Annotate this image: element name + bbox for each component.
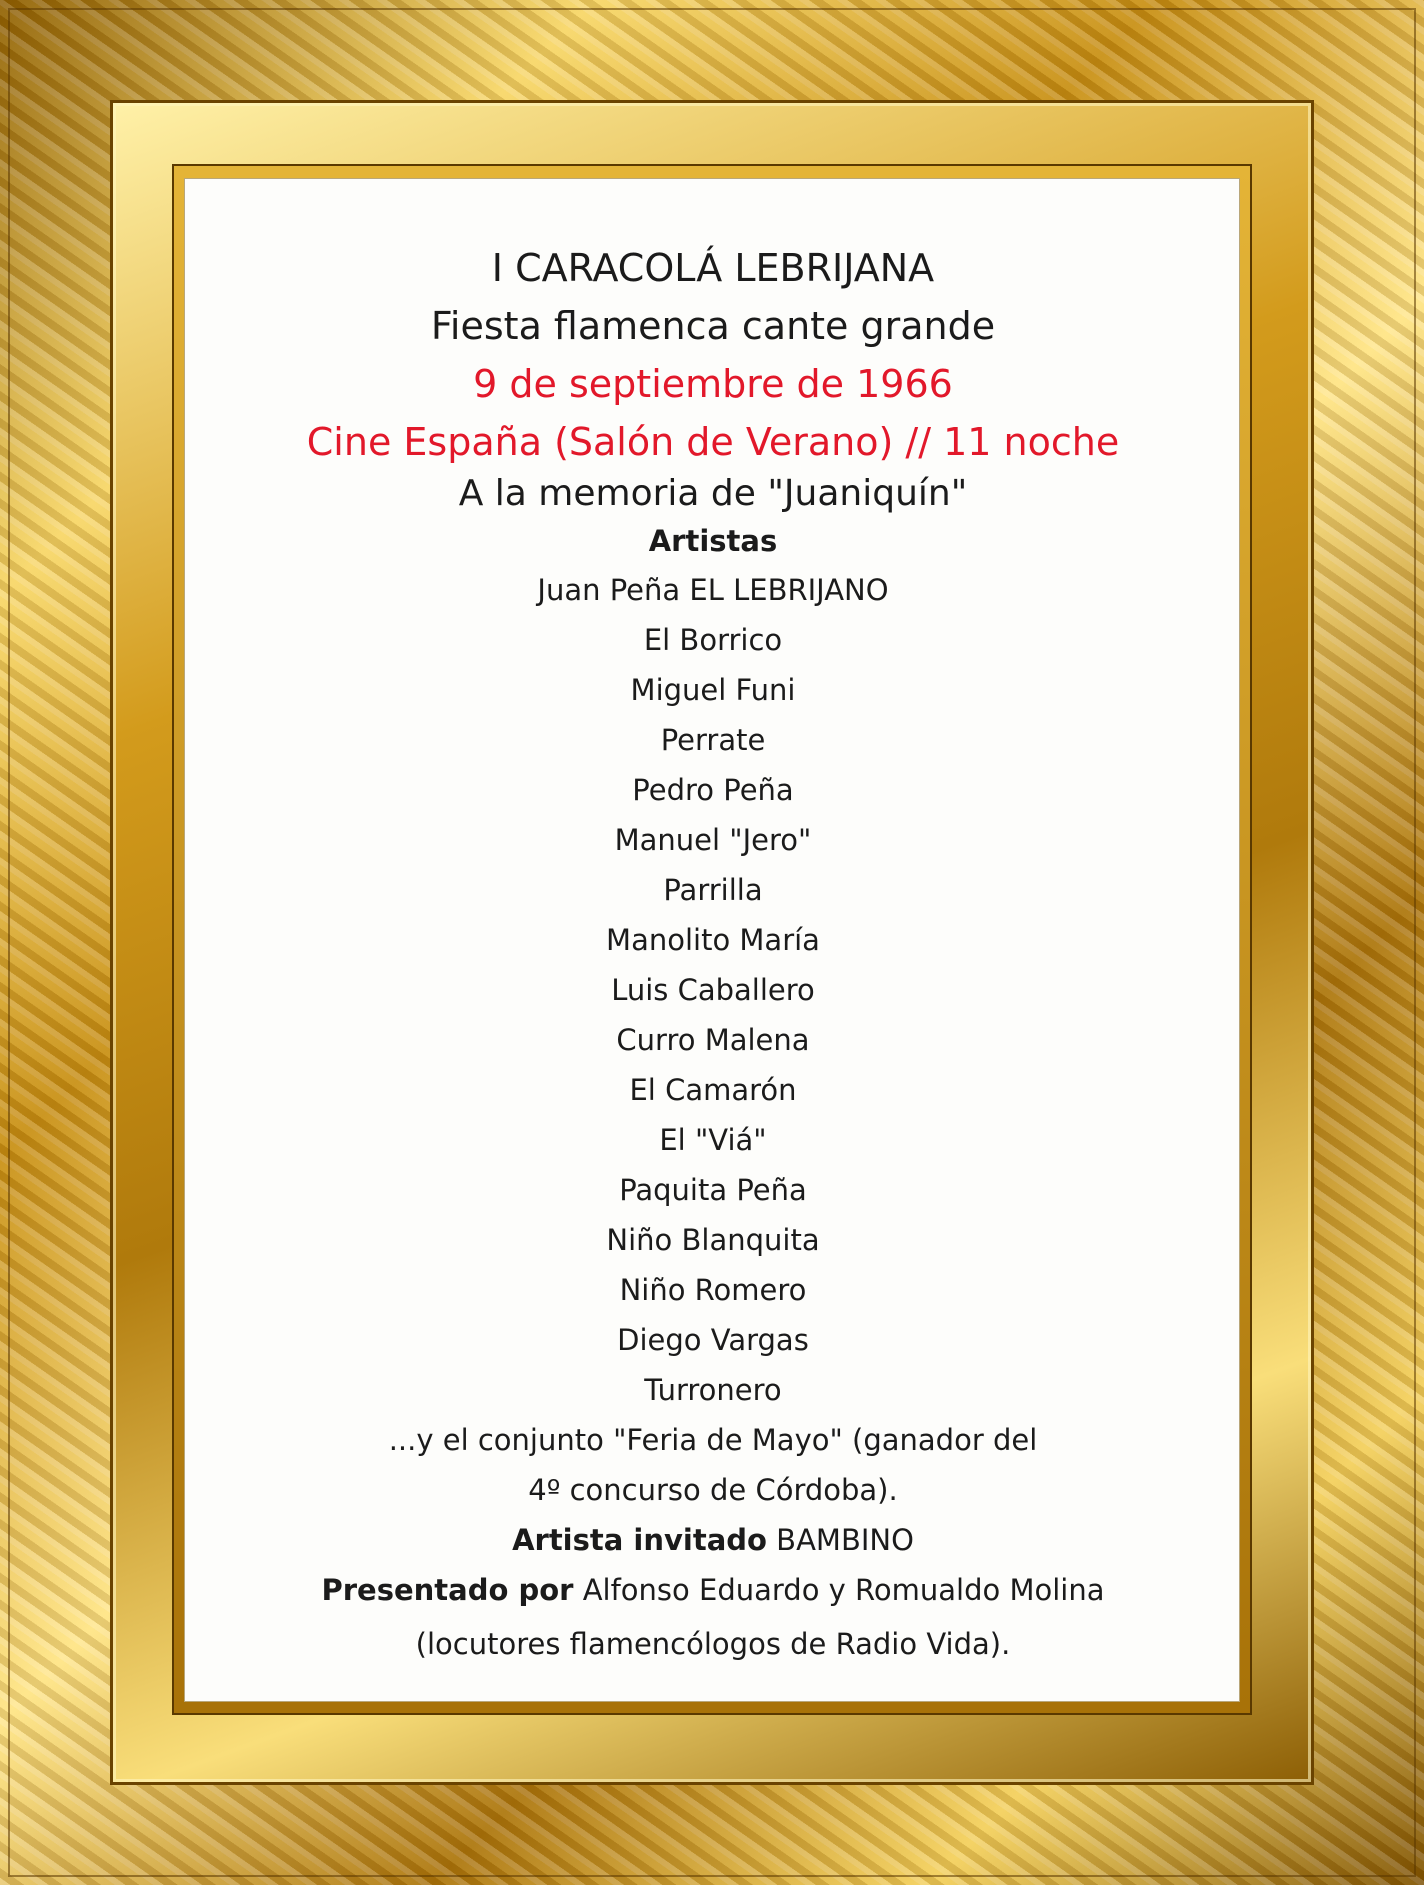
artist-item: Paquita Peña — [619, 1173, 807, 1207]
guest-name: BAMBINO — [766, 1523, 914, 1557]
guest-label: Artista invitado — [512, 1523, 767, 1557]
artist-item: Pedro Peña — [632, 773, 794, 807]
artist-item: Miguel Funi — [630, 673, 796, 707]
artist-item: Niño Romero — [619, 1273, 807, 1307]
poster-subtitle: Fiesta flamenca cante grande — [430, 304, 996, 348]
presenter-names: Alfonso Eduardo y Romualdo Molina — [573, 1573, 1105, 1607]
artist-item: Niño Blanquita — [606, 1223, 820, 1257]
poster-title: I CARACOLÁ LEBRIJANA — [491, 246, 935, 290]
artist-item: Turronero — [644, 1373, 782, 1407]
guest-artist-line — [185, 1515, 1241, 1565]
presenter-label: Presentado por — [321, 1573, 574, 1607]
artist-item: Manolito María — [606, 923, 820, 957]
artist-item: El "Viá" — [659, 1123, 767, 1157]
event-venue: Cine España (Salón de Verano) // 11 noche — [306, 420, 1120, 464]
artists-heading: Artistas — [648, 524, 778, 558]
artist-item: Curro Malena — [616, 1023, 810, 1057]
artist-item: Diego Vargas — [617, 1323, 809, 1357]
presenter-note: (locutores flamencólogos de Radio Vida). — [415, 1627, 1011, 1661]
memorial-line: A la memoria de "Juaniquín" — [458, 473, 968, 514]
presenter-line — [185, 1565, 1241, 1615]
artist-item: El Camarón — [629, 1073, 797, 1107]
artist-item: Parrilla — [663, 873, 763, 907]
event-date: 9 de septiembre de 1966 — [473, 362, 953, 406]
artist-item: Manuel "Jero" — [614, 823, 812, 857]
ensemble-line-2: 4º concurso de Córdoba). — [528, 1473, 898, 1507]
artist-item: Juan Peña EL LEBRIJANO — [537, 573, 889, 607]
artist-item: Perrate — [660, 723, 766, 757]
ensemble-line-1: ...y el conjunto "Feria de Mayo" (ganador del — [388, 1423, 1038, 1457]
artist-item: Luis Caballero — [611, 973, 815, 1007]
poster-text — [185, 239, 1241, 1669]
poster-canvas — [184, 178, 1240, 1702]
artist-item: El Borrico — [643, 623, 783, 657]
